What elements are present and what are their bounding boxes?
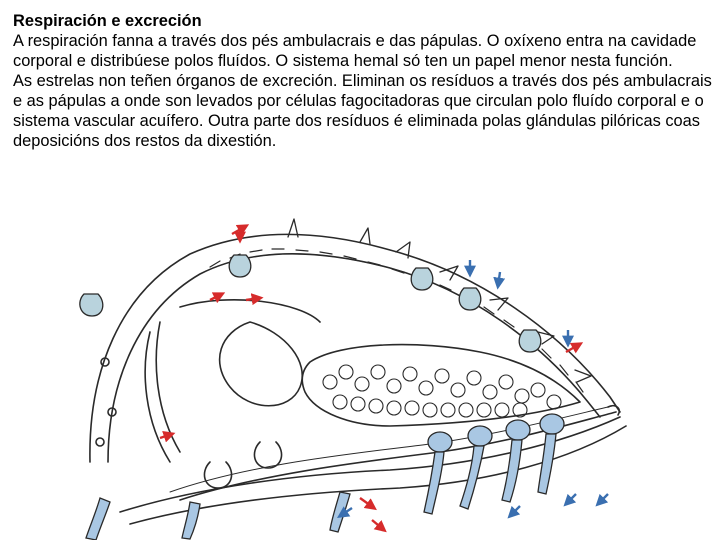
papula <box>80 294 103 316</box>
stomach-loop <box>220 322 303 406</box>
pyloric-caecum-outline <box>302 345 580 426</box>
blue-arrow <box>598 494 608 504</box>
red-arrow <box>160 434 172 438</box>
red-arrow <box>566 344 580 352</box>
red-arrow <box>246 298 260 300</box>
tube-foot <box>502 420 530 502</box>
tube-foot <box>424 432 452 514</box>
waste-arrows <box>160 226 580 530</box>
text-block <box>13 11 713 151</box>
paragraph-excretion: As estrelas non teñen órganos de excreción. Eliminan os resíduos a través dos pés ambulacrais e as pápulas a onde son levados por células fagocitadoras que circulan polo fluído corporal e o sistema vascular acuífero. Outra parte dos resíduos é eliminada polas glándulas pilóricas coas deposicións dos restos da dixestión. <box>13 72 712 150</box>
papula <box>519 330 541 352</box>
tube-foot <box>538 414 564 494</box>
starfish-arm-cross-section-diagram <box>60 212 720 540</box>
slide-title: Respiración e excreción <box>13 12 202 30</box>
papula <box>459 288 481 310</box>
red-arrow <box>360 498 374 508</box>
tube-foot <box>182 502 200 539</box>
red-arrow <box>372 520 384 530</box>
blue-arrow <box>566 494 576 504</box>
tube-foot <box>86 498 110 540</box>
blue-arrow <box>510 506 520 516</box>
blue-arrow <box>498 272 500 286</box>
red-arrow <box>210 294 222 300</box>
papula <box>229 255 251 277</box>
papula <box>411 268 433 290</box>
paragraph-respiration: A respiración fanna a través dos pés ambulacrais e das pápulas. O oxíxeno entra na cavidade corporal e distribúese polos fluídos. O sistema hemal só ten un papel menor nesta función. <box>13 32 697 70</box>
